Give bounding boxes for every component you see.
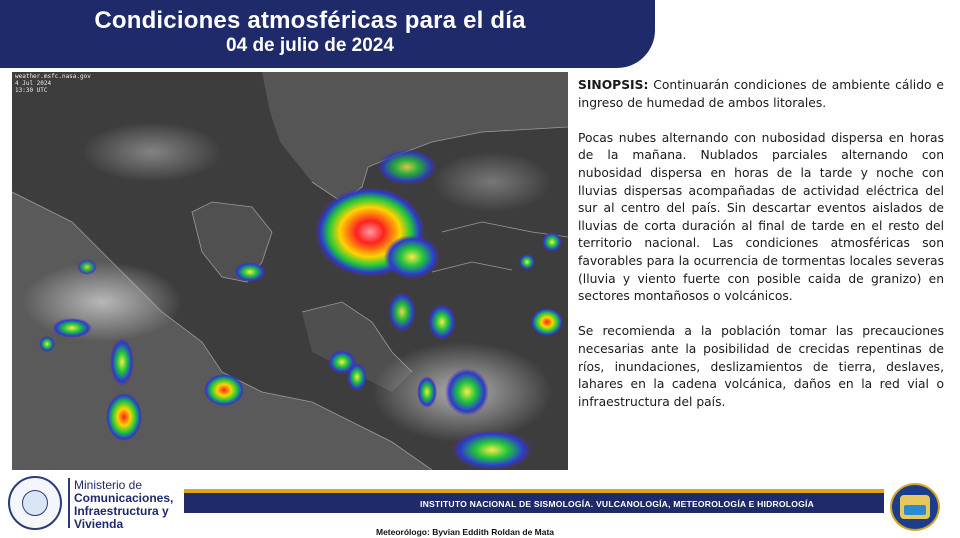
forecast-text xyxy=(578,77,944,429)
ministry-line-1: Ministerio de xyxy=(74,478,143,492)
logo-divider xyxy=(68,478,70,528)
satellite-image xyxy=(12,72,568,470)
institute-bar xyxy=(184,489,884,513)
guatemala-seal-icon xyxy=(8,476,62,530)
ministry-name xyxy=(74,479,173,531)
synopsis-label: SINOPSIS: xyxy=(578,78,649,92)
page-title: Condiciones atmosféricas para el día xyxy=(94,7,526,34)
satellite-date: 4 Jul 2024 xyxy=(15,80,52,87)
forecast-paragraph: Pocas nubes alternando con nubosidad dispersa en horas de la mañana. Nublados parciales alternando con nubosidad dispersa en horas de la tarde y noche con lluvias dispersas acompañadas de actividad eléctrica del sur al centro del país. Sin descartar eventos aislados de lluvias de corta duración al final de tarde en el resto del territorio nacional. Las condiciones atmosféricas son favorables para la ocurrencia de tormentas locales severas (lluvia y viento fuerte con posible caida de granizo) en sectores montañosos o volcánicos. xyxy=(578,130,944,304)
satellite-source: weather.msfc.nasa.gov xyxy=(15,73,91,80)
satellite-map xyxy=(12,72,568,470)
synopsis-paragraph xyxy=(578,77,944,112)
page-date: 04 de julio de 2024 xyxy=(226,35,394,56)
ministry-line-2: Comunicaciones, xyxy=(74,491,174,505)
recommendation-paragraph: Se recomienda a la población tomar las precauciones necesarias ante la posibilidad de crecidas repentinas de ríos, inundaciones, deslizamientos de tierra, deslaves, lahares en la cadena volcánica, daños en la red vial o infraestructura del país. xyxy=(578,324,944,409)
ministry-logo-group xyxy=(8,476,183,532)
institute-name: INSTITUTO NACIONAL DE SISMOLOGÍA. VULCANOLOGÍA, METEOROLOGÍA E HIDROLOGÍA xyxy=(420,499,815,509)
satellite-time: 13:30 UTC xyxy=(15,87,48,94)
satellite-stamp xyxy=(15,73,91,94)
meteorologist-credit: Meteorólogo: Byvian Eddith Roldan de Mata xyxy=(376,527,555,537)
synopsis-text: Continuarán condiciones de ambiente cálido e ingreso de humedad de ambos litorales. xyxy=(578,78,944,110)
insivumeh-logo-icon xyxy=(890,483,940,531)
ministry-line-3: Infraestructura y xyxy=(74,504,169,518)
title-banner xyxy=(0,0,655,68)
ministry-line-4: Vivienda xyxy=(74,517,124,531)
